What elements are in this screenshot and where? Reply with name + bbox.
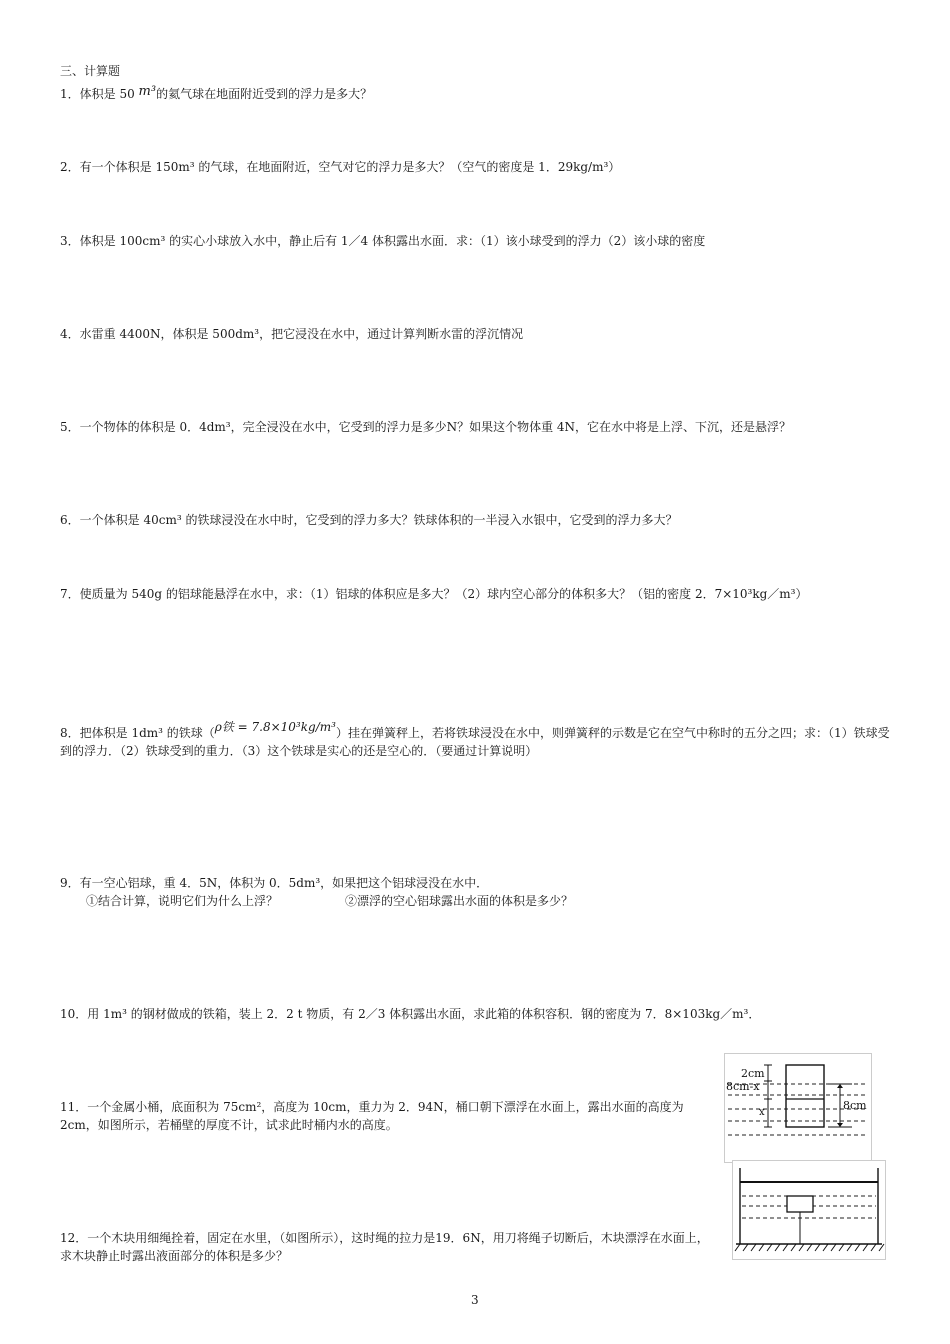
- q8-number: 8．: [60, 726, 80, 740]
- q3-number: 3．: [60, 234, 80, 248]
- question-7: [60, 585, 892, 603]
- question-10: [60, 1005, 760, 1023]
- q6-number: 6．: [60, 513, 80, 527]
- question-2: [60, 158, 620, 176]
- section-title: 三、计算题: [60, 64, 121, 78]
- page-number: 3: [471, 1293, 479, 1307]
- q1-unit: m³: [138, 84, 157, 99]
- q12-text: 一个木块用细绳拴着，固定在水里，（如图所示），这时绳的拉力是19．6N，用刀将绳子切断后，木块漂浮在水面上，求木块静止时露出液面部分的体积是多少？: [60, 1231, 709, 1263]
- question-1: [60, 85, 372, 104]
- q8-text-a: 把体积是 1dm³ 的铁球（: [79, 726, 215, 740]
- q8-formula: ρ铁 = 7.8×10³kg/m³: [214, 720, 336, 734]
- q5-number: 5．: [60, 420, 80, 434]
- question-5: [60, 418, 892, 436]
- question-8: [60, 720, 892, 760]
- q5-text: 一个物体的体积是 0．4dm³，完全浸没在水中，它受到的浮力是多少N？如果这个物体重 4N，它在水中将是上浮、下沉，还是悬浮？: [79, 420, 792, 434]
- q11-text: 一个金属小桶，底面积为 75cm²，高度为 10cm，重力为 2．94N，桶口朝下漂浮在水面上，露出水面的高度为 2cm，如图所示，若桶壁的厚度不计，试求此时桶内水的高度。: [60, 1100, 684, 1132]
- question-4: [60, 325, 523, 343]
- figure-bucket-diagram: [724, 1053, 872, 1163]
- q7-text: 使质量为 540g 的铝球能悬浮在水中，求：（1）铝球的体积应是多大？（2）球内空心部分的体积多大？（铝的密度 2．7×10³kg／m³）: [79, 587, 808, 601]
- q1-text-a: 体积是 50: [79, 87, 139, 101]
- fig11-label-x: x: [759, 1107, 765, 1118]
- q3-text: 体积是 100cm³ 的实心小球放入水中，静止后有 1／4 体积露出水面．求：（1）该小球受到的浮力（2）该小球的密度: [79, 234, 706, 248]
- q10-number: 10．: [60, 1007, 88, 1021]
- q4-number: 4．: [60, 327, 80, 341]
- question-6: [60, 511, 677, 529]
- figure-block-diagram: [732, 1160, 886, 1260]
- fig11-label-right: 8cm: [843, 1099, 867, 1112]
- q10-text: 用 1m³ 的钢材做成的铁箱，装上 2．2 t 物质，有 2／3 体积露出水面，求此箱的体积容积．钢的密度为 7．8×103kg／m³．: [87, 1007, 761, 1021]
- fig11-label-mid: 8cm-x: [726, 1080, 760, 1093]
- q6-text: 一个体积是 40cm³ 的铁球浸没在水中时，它受到的浮力多大？铁球体积的一半浸入水银中，它受到的浮力多大？: [79, 513, 678, 527]
- q12-number: 12．: [60, 1231, 88, 1245]
- question-9: [60, 874, 488, 892]
- question-3: [60, 232, 705, 250]
- q9-text: 有一空心铝球，重 4．5N，体积为 0．5dm³，如果把这个铝球浸没在水中．: [79, 876, 489, 890]
- q11-number: 11．: [60, 1100, 88, 1114]
- q2-text: 有一个体积是 150m³ 的气球，在地面附近，空气对它的浮力是多大？（空气的密度是 1．29kg/m³）: [79, 160, 621, 174]
- q2-number: 2．: [60, 160, 80, 174]
- fig11-label-top: 2cm: [741, 1067, 765, 1080]
- q1-number: 1．: [60, 87, 80, 101]
- q4-text: 水雷重 4400N，体积是 500dm³，把它浸没在水中，通过计算判断水雷的浮沉情况: [79, 327, 524, 341]
- q9-number: 9．: [60, 876, 80, 890]
- question-9-sub-2: ②漂浮的空心铝球露出水面的体积是多少？: [345, 894, 574, 908]
- question-9-sub-1: ①结合计算，说明它们为什么上浮？: [86, 894, 279, 908]
- question-11: [60, 1098, 715, 1134]
- q1-text-b: 的氦气球在地面附近受到的浮力是多大？: [156, 87, 373, 101]
- q7-number: 7．: [60, 587, 80, 601]
- q8-text-b: ）挂在弹簧秤上，若将铁球浸没在水中，则弹簧秤的示数是它在空气中称时的五分之四；求：（1）铁球受到的浮力．（2）铁球受到的重力．（3）这个铁球是实心的还是空心的．（要通过计算说明）: [60, 726, 890, 758]
- question-12: [60, 1229, 715, 1265]
